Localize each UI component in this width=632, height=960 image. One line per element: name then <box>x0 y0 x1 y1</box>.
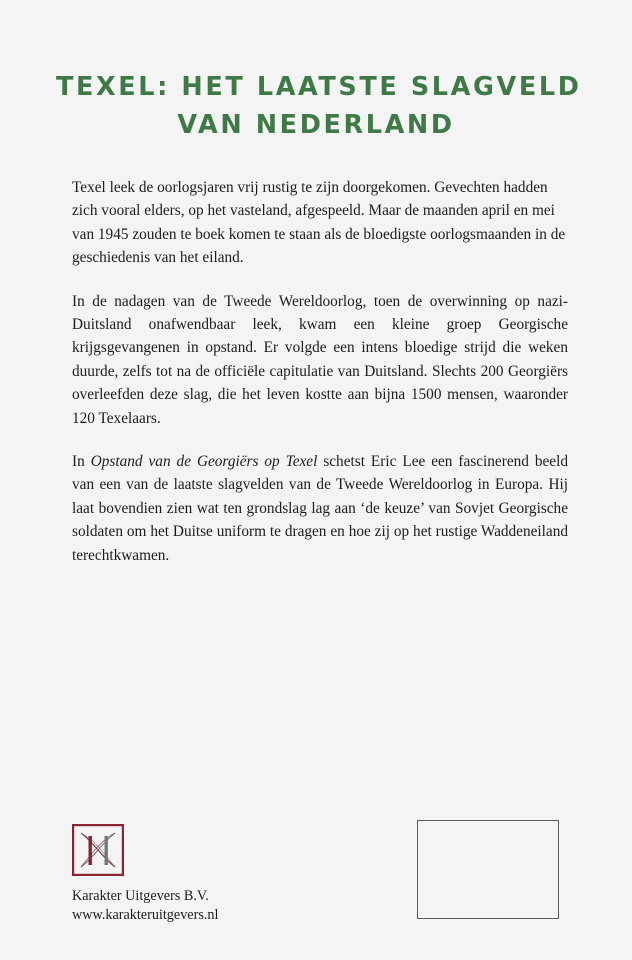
blurb-paragraph-1: Texel leek de oorlogsjaren vrij rustig te zijn doorgekomen. Gevechten hadden zich vooral elders, op het vasteland, afgespeeld. Maar de maanden april en mei van 1945 zouden te boek komen te staan als de bloedigste oorlogsmaanden in de geschiedenis van het eiland. <box>72 179 566 267</box>
publisher-details <box>72 887 322 925</box>
blurb-paragraph-3-rest: schetst Eric Lee een fascinerend beeld van een van de laatste slagvelden van de Tweede Wereldoorlog in Europa. Hij laat bovendien zien wat ten grondslag lag aan ‘de keuze’ van Sovjet Georgische soldaten om het Duitse uniform te dragen en hoe zij op het rustige Waddeneiland terechtkwamen. <box>72 453 568 564</box>
book-title-italic: Opstand van de Georgiërs op Texel <box>90 453 318 471</box>
barcode-placeholder <box>417 820 559 919</box>
publisher-block <box>72 824 322 925</box>
karakter-monogram-icon <box>72 824 322 876</box>
blurb-paragraph-2: In de nadagen van de Tweede Wereldoorlog, toen de overwinning op nazi-Duitsland onafwendbaar leek, kwam een kleine groep Georgische krijgsgevangenen in opstand. Er volgde een intens bloedige strijd die weken duurde, zelfs tot na de officiële capitulatie van Duitsland. Slechts 200 Georgiërs overleefden deze slag, die het leven kostte aan bijna 1500 mensen, waaronder 120 Texelaars. <box>72 292 568 427</box>
title-line-2: VAN NEDERLAND <box>177 110 455 140</box>
page-title <box>56 68 582 144</box>
title-line-1: TEXEL: HET LAATSTE SLAGVELD <box>56 72 582 102</box>
blurb-paragraph-3-prefix: In <box>72 453 91 471</box>
publisher-website: www.karakteruitgevers.nl <box>72 907 219 923</box>
publisher-name: Karakter Uitgevers B.V. <box>72 888 209 904</box>
blurb-paragraph-3 <box>72 450 568 567</box>
blurb-text <box>72 176 568 567</box>
